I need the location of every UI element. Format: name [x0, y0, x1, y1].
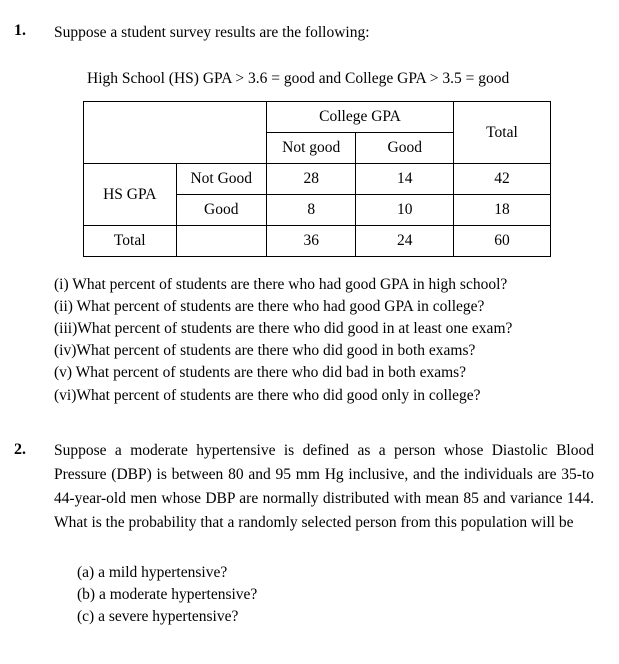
table-corner-cell	[84, 102, 267, 164]
row-good-label: Good	[176, 195, 267, 226]
row-total-empty-cell	[176, 226, 267, 257]
table-row	[84, 226, 551, 257]
subquestion-i: (i) What percent of students are there who had good GPA in high school?	[54, 276, 508, 293]
col-good-header: Good	[356, 133, 454, 164]
gpa-criteria: High School (HS) GPA > 3.6 = good and College GPA > 3.5 = good	[87, 70, 510, 87]
option-a: (a) a mild hypertensive?	[77, 564, 228, 581]
question-2-text: Suppose a moderate hypertensive is defined as a person whose Diastolic Blood Pressure (DBP) is between 80 and 95 mm Hg inclusive, and the individuals are 35-to 44-year-old men whose DBP are normally distributed with mean 85 and variance 144. What is the probability that a randomly selected person from this population will be	[54, 442, 594, 531]
cell-notgood-good: 14	[356, 164, 454, 195]
survey-table	[83, 101, 551, 257]
table-row	[84, 164, 551, 195]
cell-total-total: 60	[454, 226, 551, 257]
col-not-good-header: Not good	[267, 133, 356, 164]
question-1-number: 1.	[14, 22, 26, 39]
cell-notgood-total: 42	[454, 164, 551, 195]
question-2-number: 2.	[14, 441, 26, 458]
subquestion-ii: (ii) What percent of students are there who had good GPA in college?	[54, 298, 485, 315]
cell-good-notgood: 8	[267, 195, 356, 226]
row-total-label: Total	[84, 226, 177, 257]
question-1-intro: Suppose a student survey results are the following:	[54, 24, 370, 41]
option-b: (b) a moderate hypertensive?	[77, 586, 258, 603]
cell-good-total: 18	[454, 195, 551, 226]
subquestion-iii: (iii)What percent of students are there who did good in at least one exam?	[54, 320, 513, 337]
hs-gpa-label: HS GPA	[84, 164, 177, 226]
cell-total-good: 24	[356, 226, 454, 257]
cell-total-notgood: 36	[267, 226, 356, 257]
college-gpa-header: College GPA	[267, 102, 454, 133]
cell-good-good: 10	[356, 195, 454, 226]
subquestion-vi: (vi)What percent of students are there who did good only in college?	[54, 387, 481, 404]
subquestion-iv: (iv)What percent of students are there who did good in both exams?	[54, 342, 476, 359]
row-not-good-label: Not Good	[176, 164, 267, 195]
option-c: (c) a severe hypertensive?	[77, 608, 239, 625]
cell-notgood-notgood: 28	[267, 164, 356, 195]
total-header: Total	[454, 102, 551, 164]
subquestion-v: (v) What percent of students are there who did bad in both exams?	[54, 364, 467, 381]
